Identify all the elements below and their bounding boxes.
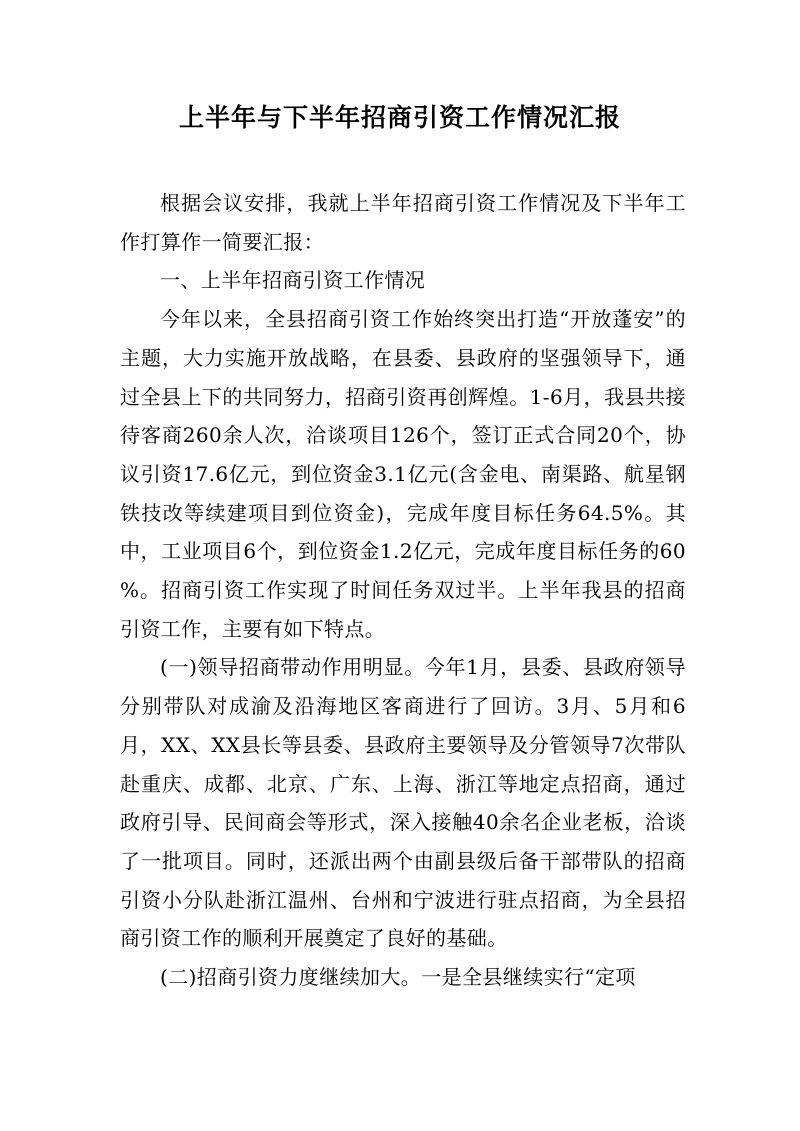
paragraph-point-2: (二)招商引资力度继续加大。一是全县继续实行“定项 — [160, 965, 636, 990]
paragraph-overview: 今年以来，全县招商引资工作始终突出打造“开放蓬安”的主题，大力实施开放战略，在县委、县政府的坚强领导下，通过全县上下的共同努力，招商引资再创辉煌。1-6月，我县共接待客商260余人次，洽谈项目126个，签订正式合同20个，协议引资17.6亿元，到位资金3.1亿元(含金电、南渠路、航星钢铁技改等续建项目到位资金)，完成年度目标任务64.5%。其中，工业项目6个，到位资金1.2亿元，完成年度目标任务的60 %。招商引资工作实现了时间任务双过半。上半年我县的招商引资工作，主要有如下特点。 — [120, 307, 686, 641]
document-body — [120, 184, 686, 997]
paragraph-point-1: (一)领导招商带动作用明显。今年1月，县委、县政府领导分别带队对成渝及沿海地区客商进行了回访。3月、5月和6月，XX、XX县长等县委、县政府主要领导及分管领导7次带队赴重庆、成都、北京、广东、上海、浙江等地定点招商，通过政府引导、民间商会等形式，深入接触40余名企业老板，洽谈了一批项目。同时，还派出两个由副县级后备干部带队的招商引资小分队赴浙江温州、台州和宁波进行驻点招商，为全县招商引资工作的顺利开展奠定了良好的基础。 — [120, 655, 686, 951]
document-title: 上半年与下半年招商引资工作情况汇报 — [178, 103, 621, 132]
paragraph-intro: 根据会议安排，我就上半年招商引资工作情况及下半年工作打算作一简要汇报： — [120, 191, 686, 254]
section-heading-1: 一、上半年招商引资工作情况 — [160, 268, 426, 293]
